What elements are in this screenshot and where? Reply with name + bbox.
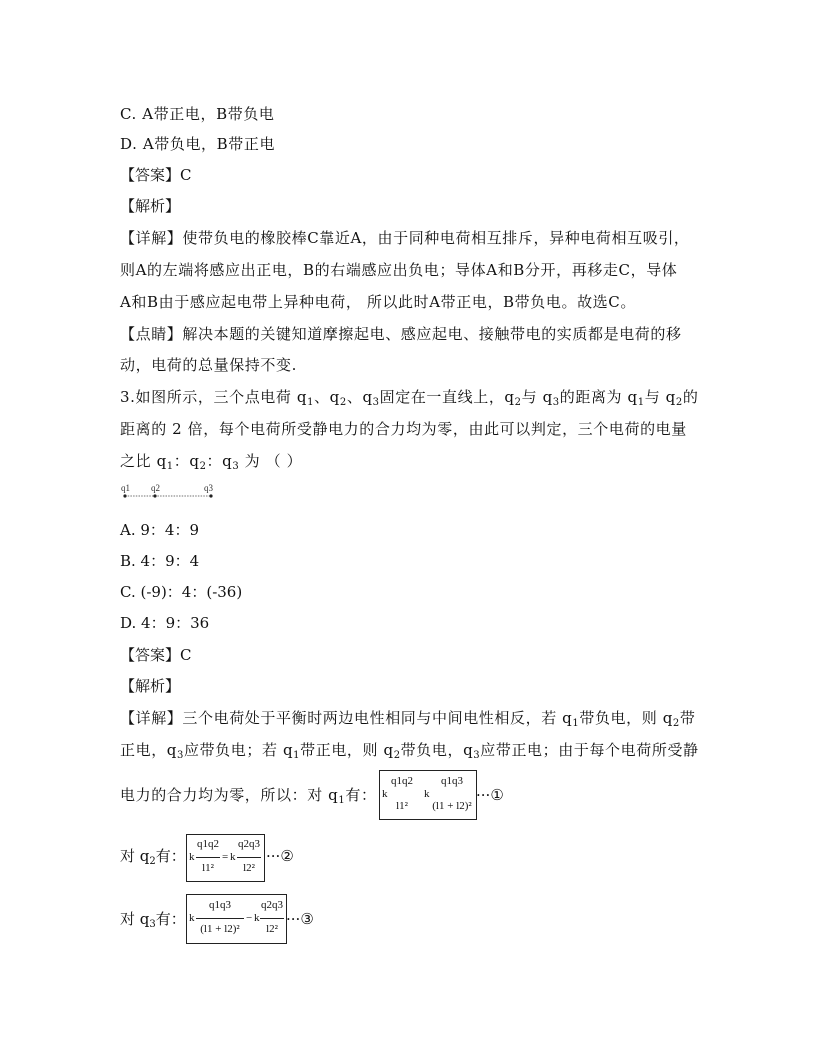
charge-dot-q3 (209, 494, 212, 497)
eq1-k-left: k (382, 788, 388, 800)
detail-q2-line1: 【详解】使带负电的橡胶棒C靠近A，由于同种电荷相互排斥，异种电荷相互吸引， (120, 229, 690, 247)
eq1-numerator-left: q1q2 (391, 775, 413, 787)
answer-label-q3: 【答案】C (120, 646, 192, 664)
eq2-equals: = (222, 851, 229, 863)
equation-3-box (186, 894, 287, 944)
eq3-minus: − (246, 912, 253, 924)
for-q3-label: 对 $q_3$有： (120, 910, 186, 930)
option-d-prev: D. A带负电，B带正电 (120, 135, 276, 153)
figure-label-q1: q1 (121, 483, 130, 493)
comment-q2-line2: 动，电荷的总量保持不变. (120, 356, 297, 374)
q3-option-d: D. 4：9：36 (120, 614, 210, 632)
q3-detail-line2: 正电，$q_3$应带负电；若 $q_1$带正电，则 $q_2$带负电，$q_3$应带正电；由于每个电荷所受静 (120, 741, 699, 761)
figure-label-q2: q2 (151, 483, 160, 493)
eq2-denominator-left: l1² (202, 862, 214, 874)
q3-option-b: B. 4：9：4 (120, 552, 200, 570)
eq3-k-left: k (189, 912, 195, 924)
equation-1-box (379, 770, 477, 820)
eq2-numerator-right: q2q3 (238, 838, 260, 850)
charge-dot-q2 (153, 494, 156, 497)
detail-q2-line2: 则A的左端将感应出正电，B的右端感应出负电；导体A和B分开，再移走C，导体 (120, 261, 678, 279)
charges-figure (118, 482, 228, 504)
eq2-bar-right (237, 857, 261, 858)
eq2-k-right: k (230, 851, 236, 863)
analysis-label-q2: 【解析】 (120, 197, 181, 215)
q3-option-c: C. (-9)：4：(-36) (120, 583, 243, 601)
answer-label-q2: 【答案】C (120, 166, 192, 184)
option-c-prev: C. A带正电，B带负电 (120, 105, 275, 123)
eq1-k-right: k (424, 788, 430, 800)
comment-q2-line1: 【点睛】解决本题的关键知道摩擦起电、感应起电、接触带电的实质都是电荷的移 (120, 325, 682, 343)
eq3-numerator-right: q2q3 (261, 899, 283, 911)
analysis-label-q3: 【解析】 (120, 677, 181, 695)
q3-option-a: A. 9：4：9 (120, 521, 199, 539)
eq3-k-right: k (254, 912, 260, 924)
eq2-denominator-right: l2² (243, 862, 255, 874)
figure-label-q3: q3 (204, 483, 213, 493)
eq2-marker: ···② (266, 847, 294, 865)
detail-q2-line3: A和B由于感应起电带上异种电荷， 所以此时A带正电，B带负电。故选C。 (120, 293, 636, 311)
eq3-denominator-right: l2² (266, 923, 278, 935)
for-q2-label: 对 $q_2$有： (120, 847, 186, 867)
eq3-denominator-left: (l1 + l2)² (200, 923, 240, 935)
q3-stem-line2: 距离的 2 倍，每个电荷所受静电力的合力均为零，由此可以判定，三个电荷的电量 (120, 420, 687, 438)
eq2-k-left: k (189, 851, 195, 863)
equation-2-box (186, 834, 265, 882)
eq1-denominator-left: l1² (396, 800, 408, 812)
eq1-numerator-right: q1q3 (441, 775, 463, 787)
eq3-bar-right (260, 918, 284, 919)
eq1-denominator-right: (l1 + l2)² (432, 800, 472, 812)
eq2-numerator-left: q1q2 (197, 838, 219, 850)
eq3-marker: ···③ (286, 910, 314, 928)
eq1-marker: ···① (476, 786, 504, 804)
eq2-bar-left (196, 857, 220, 858)
eq3-bar-left (196, 918, 244, 919)
q3-stem-line3: 之比 $q_1$：$q_2$：$q_3$ 为 （ ） (120, 452, 303, 472)
q3-detail-line1: 【详解】三个电荷处于平衡时两边电性相同与中间电性相反，若 $q_1$带负电，则 $q_2$带 (120, 709, 696, 729)
q3-stem-line1: 3.如图所示，三个点电荷 $q_1$、$q_2$、$q_3$固定在一直线上，$q_2$与 $q_3$的距离为 $q_1$与 $q_2$的 (120, 388, 699, 408)
charge-dot-q1 (123, 494, 126, 497)
eq3-numerator-left: q1q3 (209, 899, 231, 911)
q3-detail-line3: 电力的合力均为零，所以：对 $q_1$有： (120, 786, 377, 806)
